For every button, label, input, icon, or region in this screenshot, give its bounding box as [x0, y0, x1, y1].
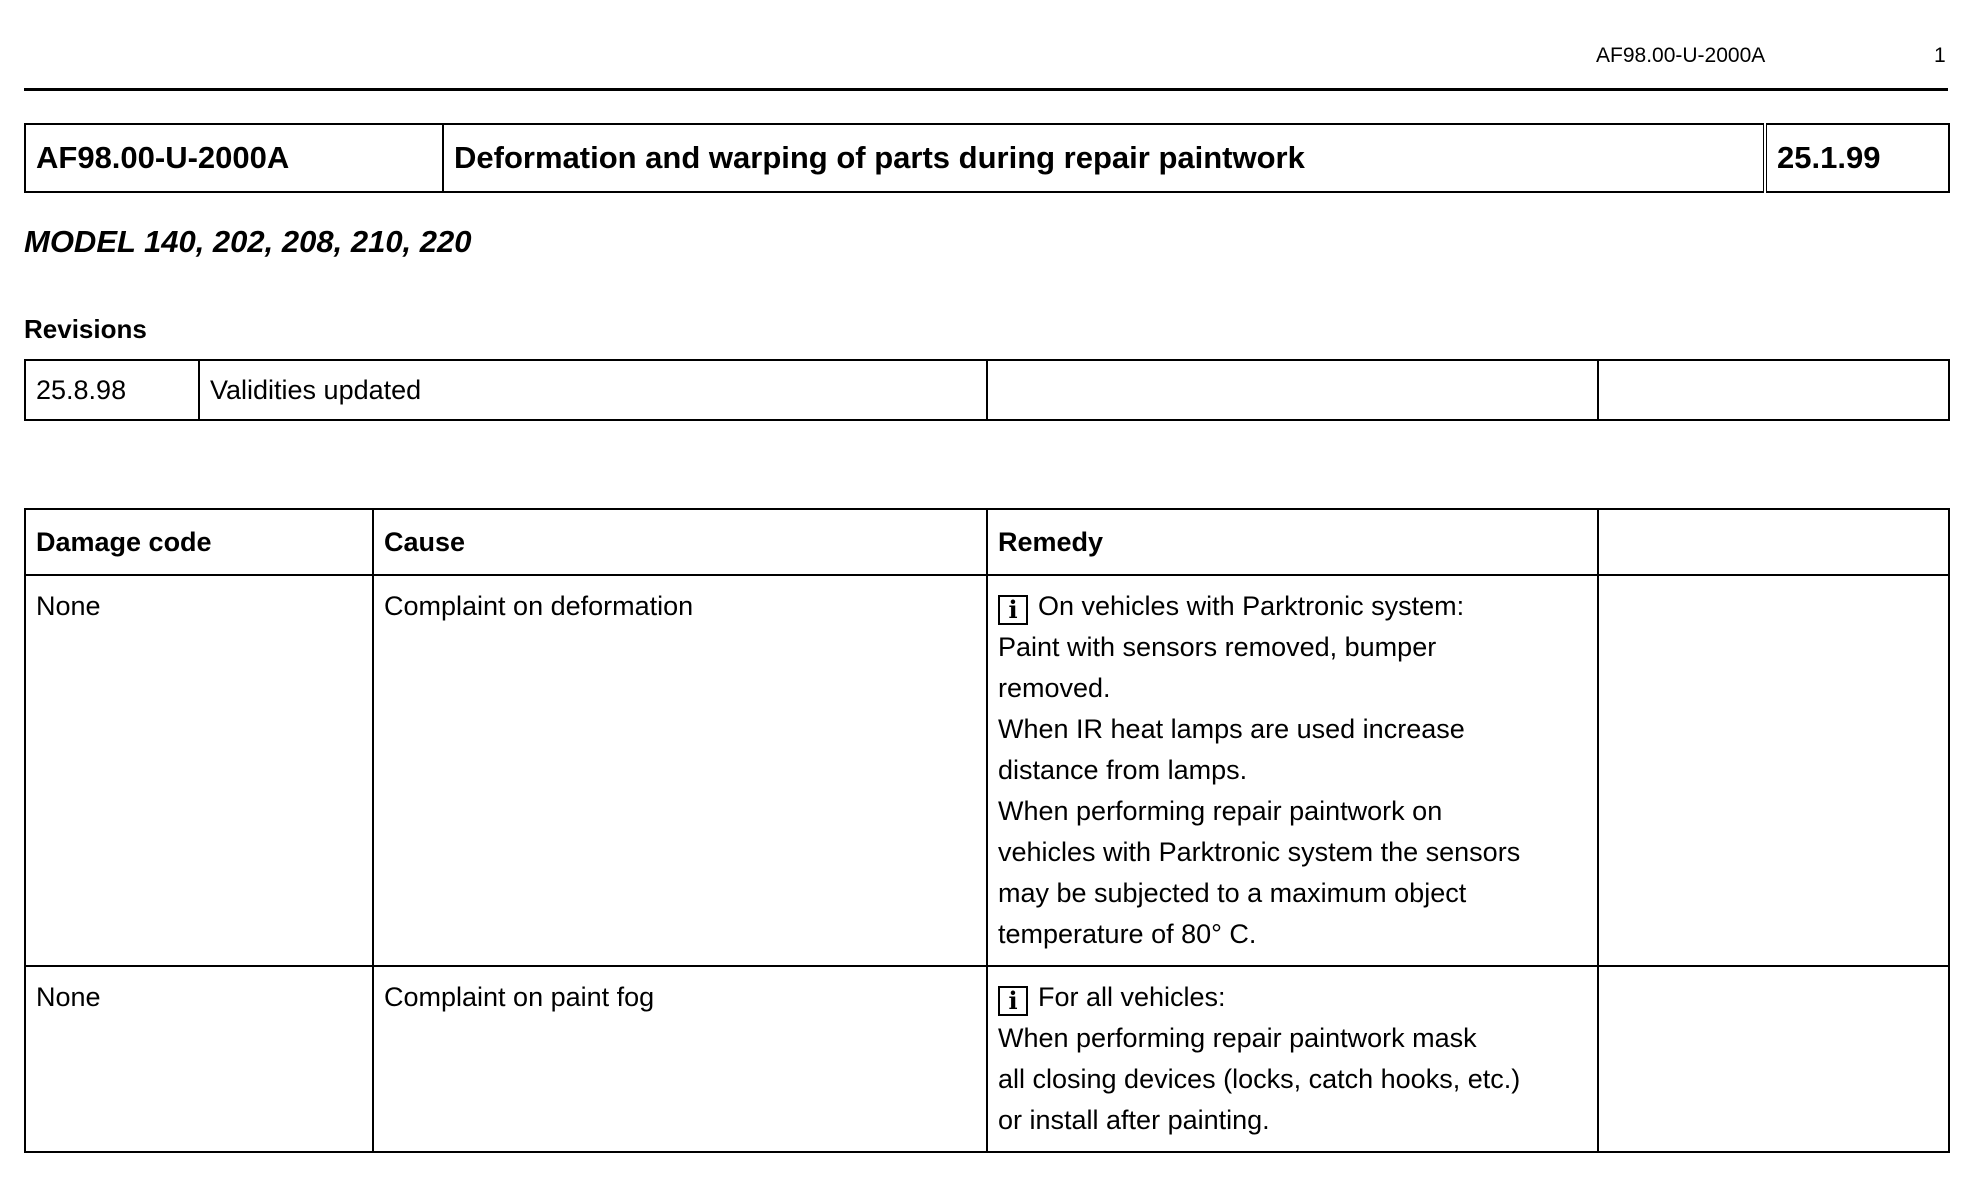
remedy-cell [987, 575, 1598, 966]
remedy-line: When performing repair paintwork mask [998, 1023, 1477, 1053]
remedy-lead-line [998, 977, 1587, 1018]
remedy-line: distance from lamps. [998, 755, 1248, 785]
header-remedy: Remedy [987, 509, 1598, 575]
remedy-line: When performing repair paintwork on [998, 796, 1443, 826]
remedy-lead-text: On vehicles with Parktronic system: [1038, 591, 1465, 621]
remedy-line: all closing devices (locks, catch hooks, etc.) [998, 1064, 1521, 1094]
cause-cell: Complaint on deformation [373, 575, 987, 966]
table-row [25, 966, 1949, 1152]
revisions-heading: Revisions [24, 314, 147, 344]
extra-cell [1598, 575, 1949, 966]
header-damage-code: Damage code [25, 509, 373, 575]
remedy-line: When IR heat lamps are used increase [998, 714, 1465, 744]
running-header [0, 44, 1970, 74]
damage-code-cell: None [25, 966, 373, 1152]
remedy-line: or install after painting. [998, 1105, 1270, 1135]
revisions-table [24, 359, 1950, 421]
title-box [24, 123, 1950, 193]
header-rule [24, 88, 1948, 91]
revision-date: 25.8.98 [25, 360, 199, 420]
title-box-title: Deformation and warping of parts during repair paintwork [443, 124, 1765, 192]
remedy-lead-text: For all vehicles: [1038, 982, 1226, 1012]
damage-table-header-row [25, 509, 1949, 575]
title-box-date: 25.1.99 [1765, 124, 1949, 192]
revision-row [25, 360, 1949, 420]
cause-cell: Complaint on paint fog [373, 966, 987, 1152]
running-header-doc-ref: AF98.00-U-2000A [1596, 44, 1766, 67]
remedy-lead-line [998, 586, 1587, 627]
header-extra [1598, 509, 1949, 575]
extra-cell [1598, 966, 1949, 1152]
info-icon: i [998, 986, 1028, 1016]
remedy-line: temperature of 80° C. [998, 919, 1257, 949]
remedy-line: vehicles with Parktronic system the sensors [998, 837, 1521, 867]
remedy-cell [987, 966, 1598, 1152]
remedy-line: removed. [998, 673, 1111, 703]
damage-table [24, 508, 1950, 1153]
table-row [25, 575, 1949, 966]
model-line: MODEL 140, 202, 208, 210, 220 [24, 224, 472, 259]
revision-description: Validities updated [199, 360, 987, 420]
info-icon: i [998, 595, 1028, 625]
remedy-line: Paint with sensors removed, bumper [998, 632, 1437, 662]
damage-code-cell: None [25, 575, 373, 966]
header-cause: Cause [373, 509, 987, 575]
remedy-line: may be subjected to a maximum object [998, 878, 1467, 908]
revision-cell-4 [1598, 360, 1949, 420]
title-box-doc-id: AF98.00-U-2000A [25, 124, 443, 192]
page-number: 1 [1934, 44, 1946, 67]
revision-cell-3 [987, 360, 1598, 420]
